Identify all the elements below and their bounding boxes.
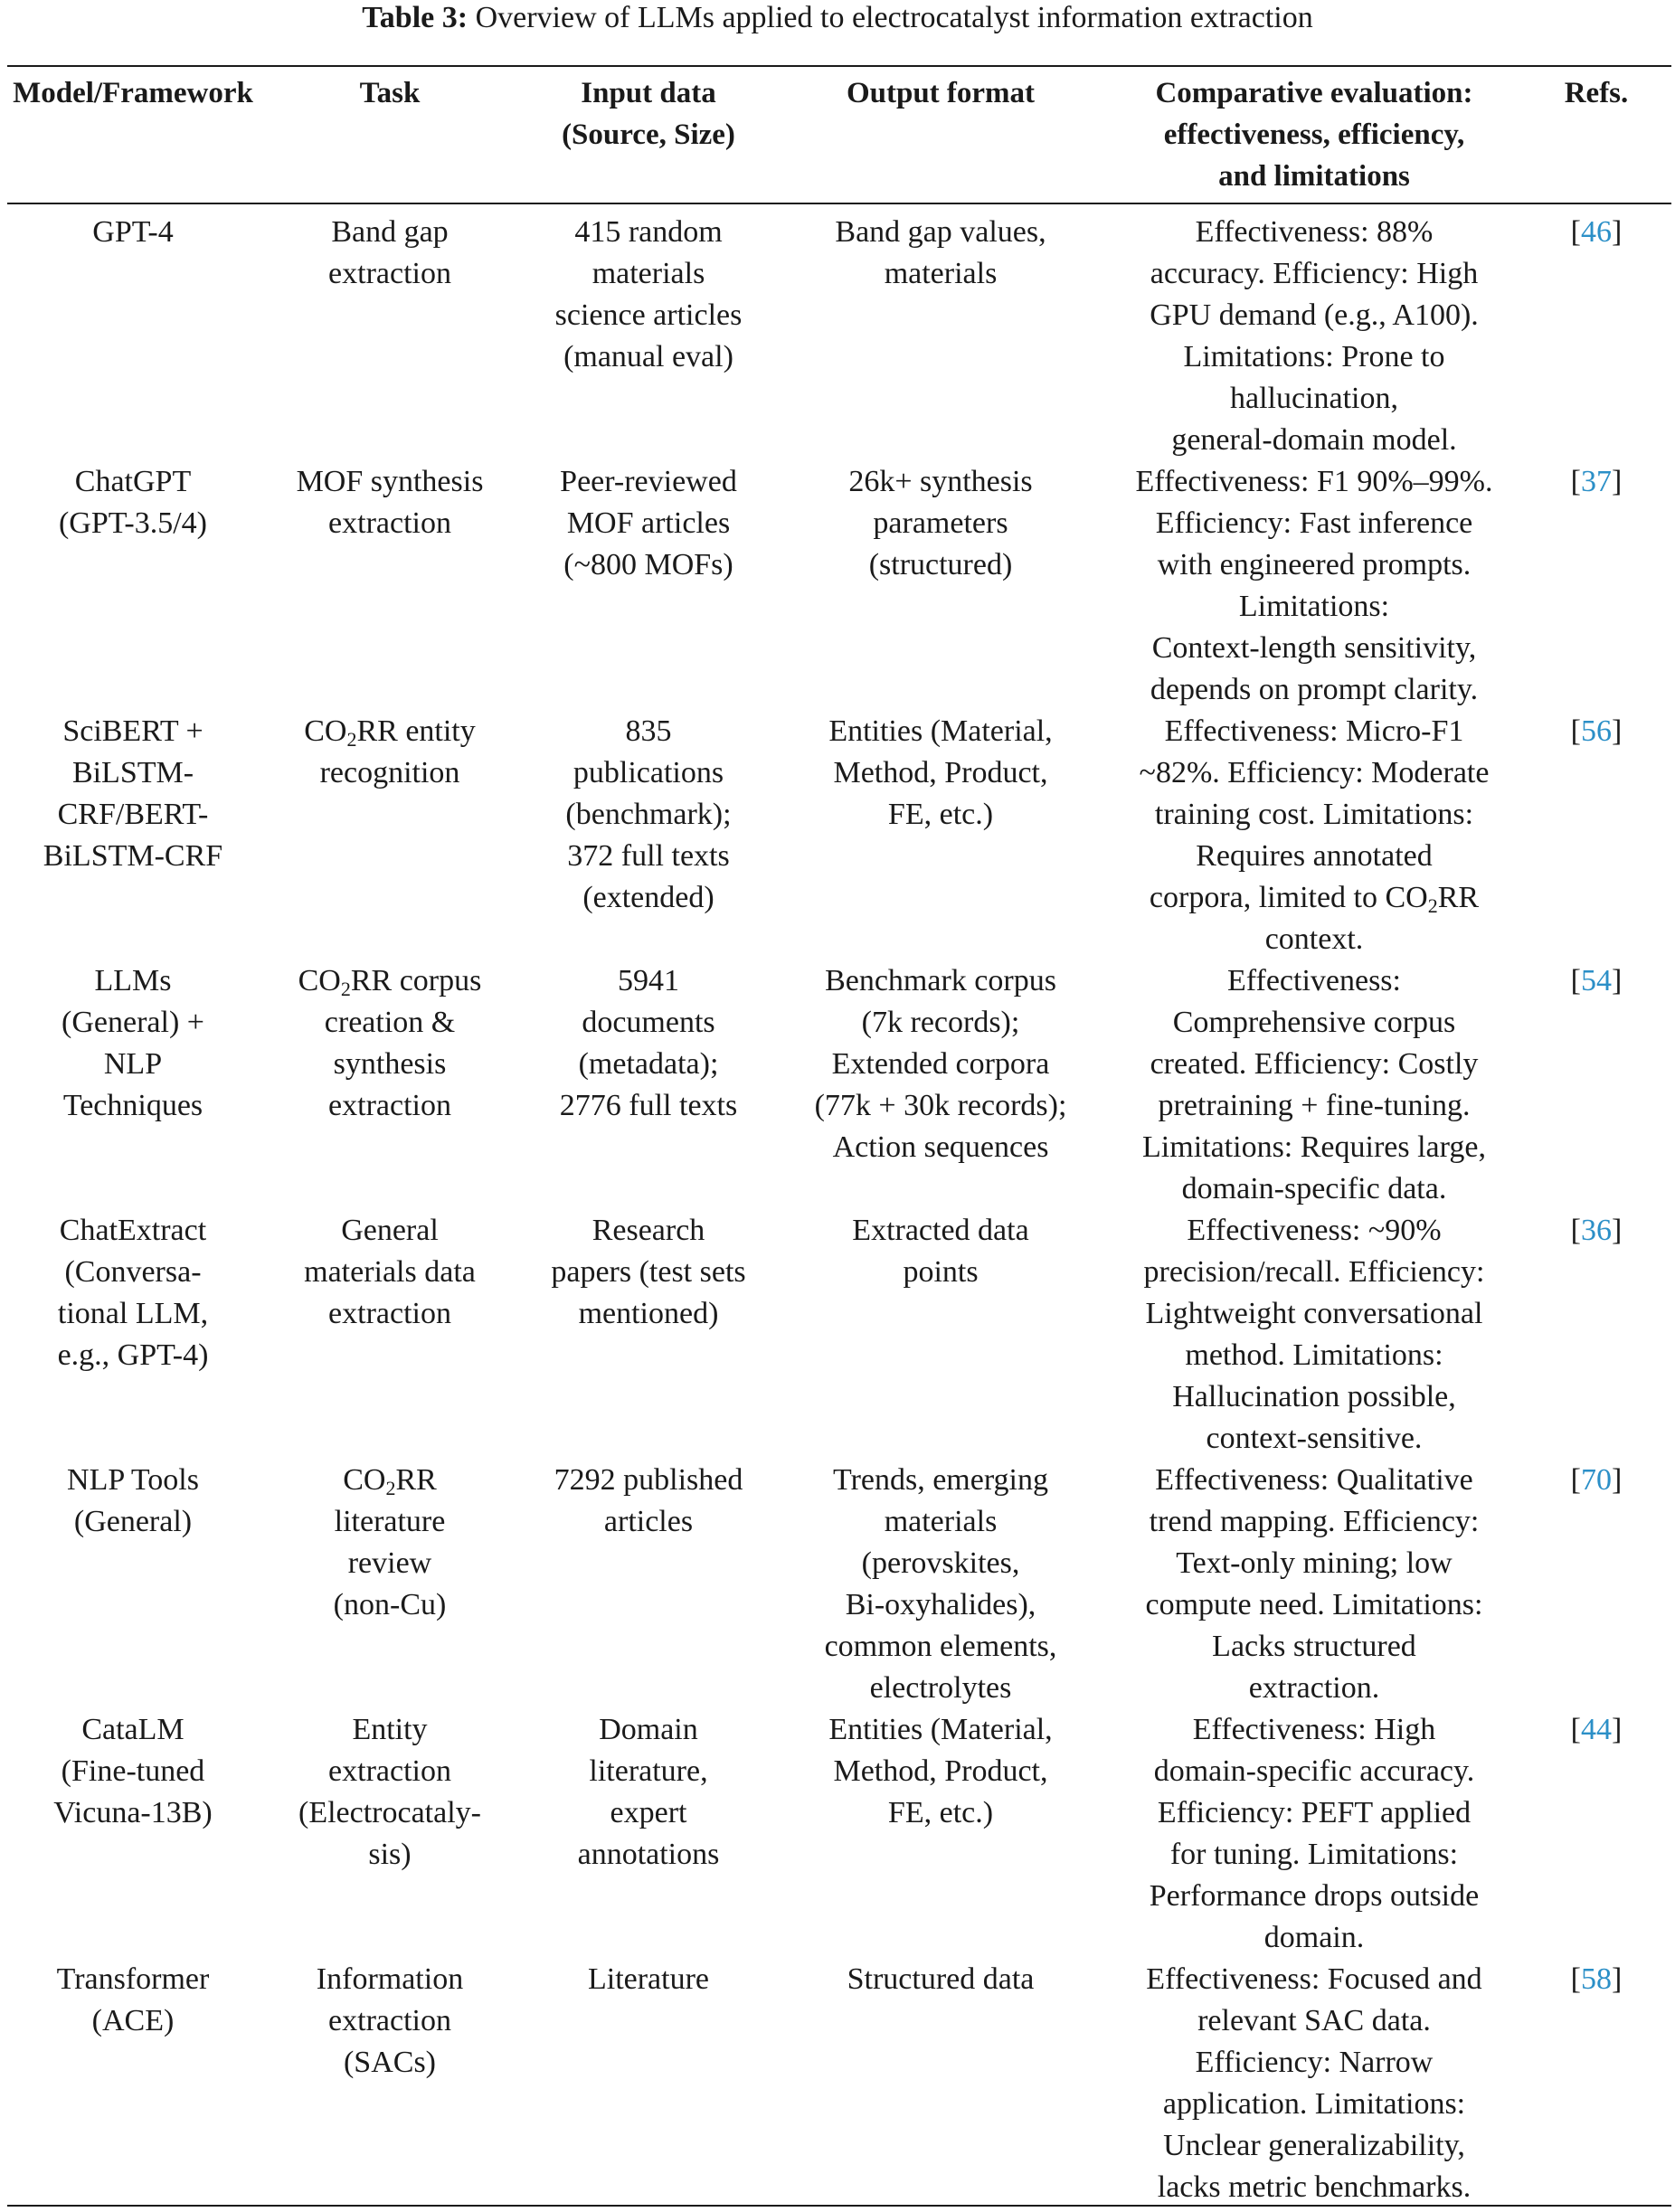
cell-line: extraction — [328, 1089, 451, 1122]
cell-line: Effectiveness: High — [1192, 1713, 1436, 1746]
cell-line: accuracy. Efficiency: High — [1150, 257, 1479, 290]
cell-line: Efficiency: PEFT applied — [1157, 1796, 1472, 1829]
cell-line: synthesis — [333, 1047, 447, 1081]
cell-line: with engineered prompts. — [1157, 548, 1472, 581]
cell-line: electrolytes — [869, 1671, 1012, 1705]
cell-line: 372 full texts — [567, 839, 730, 873]
cell-line: Effectiveness: 88% — [1195, 215, 1434, 249]
cell-line: Efficiency: Narrow — [1195, 2046, 1434, 2079]
cell-ref — [1528, 461, 1664, 503]
cell-task — [271, 461, 508, 544]
cell-line: Text-only mining; low — [1176, 1546, 1453, 1580]
cell-line: creation & — [324, 1006, 456, 1039]
cell-task — [271, 711, 508, 794]
cell-line: materials data — [304, 1255, 476, 1289]
header-task: Task — [359, 77, 421, 109]
cell-output — [796, 461, 1085, 586]
cell-evaluation — [1112, 960, 1516, 1210]
cell-line: Entities (Material, — [828, 714, 1053, 748]
cell-model — [11, 1460, 255, 1543]
cell-line: MOF synthesis — [296, 465, 484, 498]
cell-line: common elements, — [824, 1630, 1057, 1663]
cell-line: Context-length sensitivity, — [1151, 631, 1477, 665]
reference-link[interactable]: [37] — [1570, 465, 1623, 498]
cell-line: 835 — [625, 714, 672, 748]
cell-line: Information — [316, 1962, 464, 1996]
cell-line: Effectiveness: Micro-F1 — [1164, 714, 1464, 748]
cell-line: (metadata); — [578, 1047, 719, 1081]
cell-line: extraction — [328, 257, 451, 290]
cell-line: science articles — [554, 298, 743, 332]
table-caption — [0, 0, 1675, 40]
cell-evaluation — [1112, 1959, 1516, 2208]
cell-line: Bi-oxyhalides), — [845, 1588, 1036, 1621]
cell-line: Peer-reviewed — [560, 465, 737, 498]
cell-line: points — [903, 1255, 979, 1289]
cell-output — [796, 960, 1085, 1168]
cell-input — [519, 960, 778, 1127]
cell-line: $CO_2RR$ — [343, 1463, 437, 1499]
cell-ref — [1528, 1210, 1664, 1252]
cell-line: domain-specific accuracy. — [1153, 1754, 1475, 1788]
cell-line: e.g., GPT-4) — [57, 1338, 209, 1372]
cell-line: Hallucination possible, — [1172, 1380, 1456, 1413]
cell-line: GPT-4 — [92, 215, 174, 249]
cell-line: 7292 published — [554, 1463, 743, 1497]
reference-link[interactable]: [44] — [1570, 1713, 1623, 1746]
reference-link[interactable]: [46] — [1570, 215, 1623, 249]
cell-line: (General) — [73, 1505, 193, 1538]
cell-model — [11, 212, 255, 253]
cell-line: Effectiveness: ~90% — [1187, 1214, 1442, 1247]
cell-line: LLMs — [94, 964, 172, 997]
cell-line: Trends, emerging — [833, 1463, 1048, 1497]
cell-line: domain-specific data. — [1181, 1172, 1447, 1205]
cell-ref — [1528, 212, 1664, 253]
cell-line: (~800 MOFs) — [563, 548, 733, 581]
cell-line: expert — [610, 1796, 687, 1829]
cell-output — [796, 212, 1085, 295]
cell-line: Benchmark corpus — [825, 964, 1056, 997]
cell-line: (Conversa- — [64, 1255, 202, 1289]
cell-line: precision/recall. Efficiency: — [1143, 1255, 1485, 1289]
cell-line: materials — [884, 257, 998, 290]
cell-line: ChatExtract — [59, 1214, 207, 1247]
cell-input — [519, 212, 778, 378]
cell-ref — [1528, 1959, 1664, 2000]
header-rule — [7, 203, 1671, 204]
cell-output — [796, 1460, 1085, 1709]
cell-line: extraction. — [1248, 1671, 1380, 1705]
cell-line: Performance drops outside — [1149, 1879, 1480, 1913]
cell-line: $CO_2RR$ entity — [304, 714, 476, 751]
cell-line: Literature — [587, 1962, 710, 1996]
cell-line: hallucination, — [1229, 382, 1398, 415]
cell-line: depends on prompt clarity. — [1150, 673, 1479, 706]
cell-line: SciBERT + — [62, 714, 203, 748]
cell-line: BiLSTM-CRF — [43, 839, 223, 873]
cell-line: application. Limitations: — [1162, 2087, 1466, 2121]
cell-input — [519, 1460, 778, 1543]
cell-line: ChatGPT — [74, 465, 192, 498]
cell-model — [11, 711, 255, 877]
cell-input — [519, 711, 778, 919]
cell-line: (ACE) — [91, 2004, 175, 2037]
cell-line: FE, etc.) — [887, 1796, 994, 1829]
cell-line: (7k records); — [861, 1006, 1020, 1039]
reference-link[interactable]: [54] — [1570, 964, 1623, 997]
cell-line: corpora, limited to $CO_2RR$ — [1149, 881, 1480, 917]
cell-line: tional LLM, — [57, 1297, 209, 1330]
cell-line: training cost. Limitations: — [1154, 798, 1474, 831]
cell-line: CRF/BERT- — [57, 798, 209, 831]
top-rule — [7, 65, 1671, 67]
cell-line: (Fine-tuned — [61, 1754, 205, 1788]
cell-line: Band gap — [331, 215, 449, 249]
cell-model — [11, 1210, 255, 1376]
cell-model — [11, 461, 255, 544]
cell-line: 26k+ synthesis — [848, 465, 1033, 498]
cell-line: Extracted data — [852, 1214, 1029, 1247]
cell-line: Comprehensive corpus — [1172, 1006, 1456, 1039]
cell-evaluation — [1112, 1210, 1516, 1460]
cell-line: created. Efficiency: Costly — [1150, 1047, 1479, 1081]
cell-line: 415 random — [574, 215, 723, 249]
cell-line: relevant SAC data. — [1197, 2004, 1431, 2037]
cell-line: sis) — [368, 1838, 412, 1871]
cell-line: materials — [591, 257, 705, 290]
cell-line: Method, Product, — [833, 756, 1048, 789]
cell-line: Unclear generalizability, — [1163, 2129, 1465, 2162]
cell-output — [796, 1210, 1085, 1293]
cell-line: Effectiveness: Qualitative — [1155, 1463, 1473, 1497]
header-input — [519, 72, 778, 156]
cell-line: literature, — [589, 1754, 708, 1788]
cell-model — [11, 1959, 255, 2042]
cell-line: (benchmark); — [565, 798, 732, 831]
cell-task — [271, 1210, 508, 1335]
reference-link[interactable]: [56] — [1570, 714, 1623, 748]
cell-line: FE, etc.) — [887, 798, 994, 831]
cell-line: pretraining + fine-tuning. — [1158, 1089, 1471, 1122]
cell-line: (non-Cu) — [333, 1588, 447, 1621]
cell-line: publications — [573, 756, 724, 789]
cell-evaluation — [1112, 1709, 1516, 1959]
header-model: Model/Framework — [13, 77, 253, 109]
cell-output — [796, 711, 1085, 836]
cell-line: Extended corpora — [831, 1047, 1050, 1081]
cell-task — [271, 212, 508, 295]
cell-input — [519, 1959, 778, 2000]
cell-model — [11, 960, 255, 1127]
cell-line: Domain — [599, 1713, 698, 1746]
cell-line: Method, Product, — [833, 1754, 1048, 1788]
bottom-rule — [7, 2205, 1671, 2207]
cell-input — [519, 1709, 778, 1876]
cell-line: extraction — [328, 506, 451, 540]
cell-line: Effectiveness: Focused and — [1146, 1962, 1482, 1996]
cell-line: ~82%. Efficiency: Moderate — [1139, 756, 1490, 789]
cell-line: method. Limitations: — [1185, 1338, 1443, 1372]
cell-line: 2776 full texts — [559, 1089, 738, 1122]
cell-input — [519, 1210, 778, 1335]
reference-link[interactable]: [58] — [1570, 1962, 1623, 1996]
cell-line: for tuning. Limitations: — [1169, 1838, 1459, 1871]
cell-ref — [1528, 1709, 1664, 1751]
cell-line: Limitations: — [1238, 590, 1390, 623]
cell-line: documents — [582, 1006, 715, 1039]
cell-evaluation — [1112, 1460, 1516, 1709]
cell-line: extraction — [328, 2004, 451, 2037]
cell-line: 5941 — [618, 964, 679, 997]
cell-line: compute need. Limitations: — [1145, 1588, 1483, 1621]
header-input-line: (Source, Size) — [562, 118, 735, 151]
header-evaluation — [1112, 72, 1516, 197]
cell-line: Vicuna-13B) — [53, 1796, 213, 1829]
cell-model — [11, 1709, 255, 1834]
cell-line: BiLSTM- — [71, 756, 194, 789]
table-label: Table 3: — [362, 1, 468, 34]
cell-evaluation — [1112, 711, 1516, 960]
cell-output — [796, 1709, 1085, 1834]
cell-ref — [1528, 1460, 1664, 1501]
cell-line: Research — [591, 1214, 705, 1247]
cell-line: papers (test sets — [551, 1255, 746, 1289]
cell-output — [796, 1959, 1085, 2000]
cell-line: Effectiveness: F1 90%–99%. — [1135, 465, 1493, 498]
cell-line: Effectiveness: — [1227, 964, 1401, 997]
header-evaluation-line: effectiveness, efficiency, — [1163, 118, 1465, 151]
cell-line: articles — [603, 1505, 694, 1538]
cell-line: General — [341, 1214, 439, 1247]
cell-line: CataLM — [81, 1713, 185, 1746]
cell-line: context. — [1264, 922, 1364, 956]
cell-task — [271, 1959, 508, 2084]
cell-task — [271, 1460, 508, 1626]
cell-task — [271, 1709, 508, 1876]
cell-input — [519, 461, 778, 586]
cell-line: domain. — [1263, 1921, 1365, 1954]
cell-line: trend mapping. Efficiency: — [1149, 1505, 1480, 1538]
reference-link[interactable]: [70] — [1570, 1463, 1623, 1497]
cell-line: Structured data — [847, 1962, 1035, 1996]
cell-line: annotations — [577, 1838, 720, 1871]
cell-line: (perovskites, — [861, 1546, 1020, 1580]
cell-line: Requires annotated — [1196, 839, 1433, 873]
cell-line: review — [347, 1546, 432, 1580]
cell-line: Techniques — [62, 1089, 203, 1122]
cell-line: Transformer — [56, 1962, 210, 1996]
cell-line: materials — [884, 1505, 998, 1538]
cell-line: general-domain model. — [1171, 423, 1457, 457]
cell-line: Entities (Material, — [828, 1713, 1053, 1746]
cell-line: Band gap values, — [835, 215, 1046, 249]
cell-ref — [1528, 711, 1664, 752]
cell-line: (structured) — [868, 548, 1013, 581]
reference-link[interactable]: [36] — [1570, 1214, 1623, 1247]
cell-evaluation — [1112, 212, 1516, 461]
cell-line: Limitations: Requires large, — [1142, 1130, 1486, 1164]
cell-line: extraction — [328, 1754, 451, 1788]
cell-ref — [1528, 960, 1664, 1002]
cell-line: Action sequences — [832, 1130, 1049, 1164]
cell-line: mentioned) — [578, 1297, 719, 1330]
cell-line: NLP Tools — [67, 1463, 199, 1497]
cell-line: Entity — [352, 1713, 428, 1746]
cell-line: recognition — [319, 756, 460, 789]
cell-line: literature — [334, 1505, 446, 1538]
header-input-line: Input data — [581, 77, 716, 109]
cell-task — [271, 960, 508, 1127]
cell-line: (SACs) — [343, 2046, 437, 2079]
cell-line: context-sensitive. — [1206, 1422, 1423, 1455]
cell-line: (77k + 30k records); — [814, 1089, 1067, 1122]
header-output: Output format — [846, 77, 1036, 109]
cell-line: lacks metric benchmarks. — [1157, 2170, 1472, 2204]
cell-line: (GPT-3.5/4) — [58, 506, 208, 540]
header-evaluation-line: and limitations — [1218, 160, 1410, 193]
cell-evaluation — [1112, 461, 1516, 711]
cell-line: (Electrocataly- — [298, 1796, 481, 1829]
cell-line: Limitations: Prone to — [1183, 340, 1445, 373]
table-title: Overview of LLMs applied to electrocatalyst information extraction — [475, 1, 1313, 34]
cell-line: GPU demand (e.g., A100). — [1150, 298, 1479, 332]
header-evaluation-line: Comparative evaluation: — [1155, 77, 1473, 109]
cell-line: (General) + — [62, 1006, 204, 1039]
header-refs: Refs. — [1564, 77, 1629, 109]
cell-line: Efficiency: Fast inference — [1155, 506, 1473, 540]
cell-line: extraction — [328, 1297, 451, 1330]
cell-line: NLP — [103, 1047, 163, 1081]
cell-line: MOF articles — [566, 506, 731, 540]
cell-line: parameters — [873, 506, 1008, 540]
cell-line: $CO_2RR$ corpus — [298, 964, 482, 1000]
cell-line: (extended) — [582, 881, 714, 914]
cell-line: Lacks structured — [1212, 1630, 1416, 1663]
cell-line: Lightweight conversational — [1145, 1297, 1483, 1330]
cell-line: (manual eval) — [563, 340, 733, 373]
